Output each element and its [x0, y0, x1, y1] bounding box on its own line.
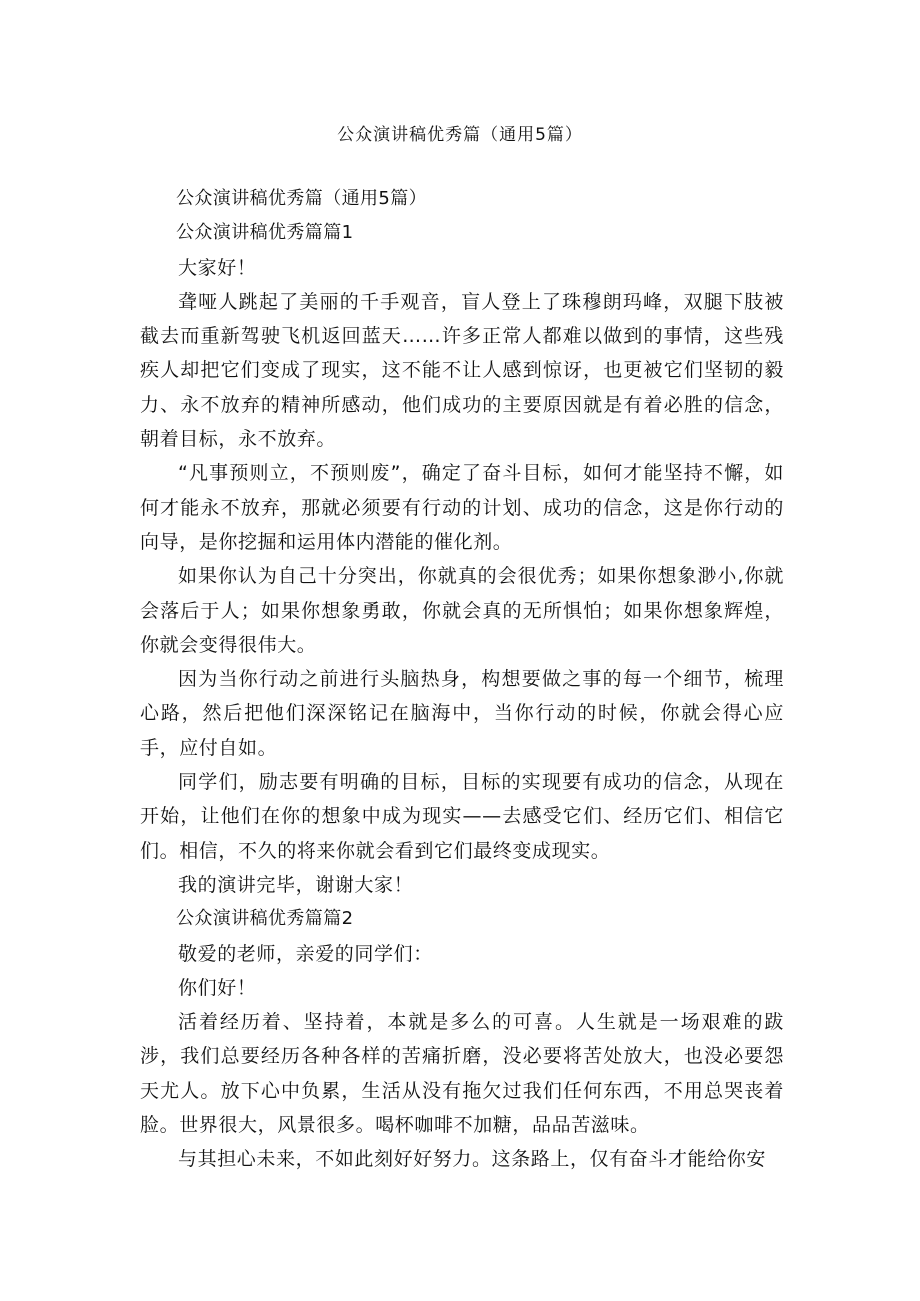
document-body [140, 182, 784, 1177]
document-title: 公众演讲稿优秀篇（通用5篇） [337, 125, 583, 145]
paragraph: 因为当你行动之前进行头脑热身，构想要做之事的每一个细节，梳理心路，然后把他们深深铭记在脑海中，当你行动的时候，你就会得心应手，应付自如。 [140, 668, 784, 759]
paragraph: 敬爱的老师，亲爱的同学们： [178, 942, 433, 965]
section-heading: 公众演讲稿优秀篇篇2 [176, 908, 354, 930]
paragraph: 大家好！ [178, 256, 257, 279]
section-heading: 公众演讲稿优秀篇篇1 [176, 222, 354, 244]
paragraph: 我的演讲完毕，谢谢大家！ [178, 873, 414, 896]
paragraph: 聋哑人跳起了美丽的千手观音，盲人登上了珠穆朗玛峰，双腿下肢被截去而重新驾驶飞机返回蓝天……许多正常人都难以做到的事情，这些残疾人却把它们变成了现实，这不能不让人感到惊讶，也更被它们坚韧的毅力、永不放弃的精神所感动，他们成功的主要原因就是有着必胜的信念，朝着目标，永不放弃。 [140, 290, 784, 451]
paragraph: 活着经历着、坚持着，本就是多么的可喜。人生就是一场艰难的跋涉，我们总要经历各种各样的苦痛折磨，没必要将苦处放大，也没必要怨天尤人。放下心中负累，生活从没有拖欠过我们任何东西，不用总哭丧着脸。世界很大，风景很多。喝杯咖啡不加糖，品品苦滋味。 [140, 1011, 784, 1137]
paragraph: 同学们，励志要有明确的目标，目标的实现要有成功的信念，从现在开始，让他们在你的想象中成为现实——去感受它们、经历它们、相信它们。相信，不久的将来你就会看到它们最终变成现实。 [140, 771, 784, 862]
paragraph: 如果你认为自己十分突出，你就真的会很优秀；如果你想象渺小,你就会落后于人；如果你想象勇敢，你就会真的无所惧怕；如果你想象辉煌，你就会变得很伟大。 [140, 565, 784, 656]
paragraph: “凡事预则立，不预则废”，确定了奋斗目标，如何才能坚持不懈，如何才能永不放弃，那就必须要有行动的计划、成功的信念，这是你行动的向导，是你挖掘和运用体内潜能的催化剂。 [140, 462, 784, 553]
paragraph: 你们好！ [178, 976, 257, 999]
section-heading: 公众演讲稿优秀篇（通用5篇） [176, 188, 428, 209]
paragraph: 与其担心未来，不如此刻好好努力。这条路上，仅有奋斗才能给你安 [178, 1148, 767, 1171]
